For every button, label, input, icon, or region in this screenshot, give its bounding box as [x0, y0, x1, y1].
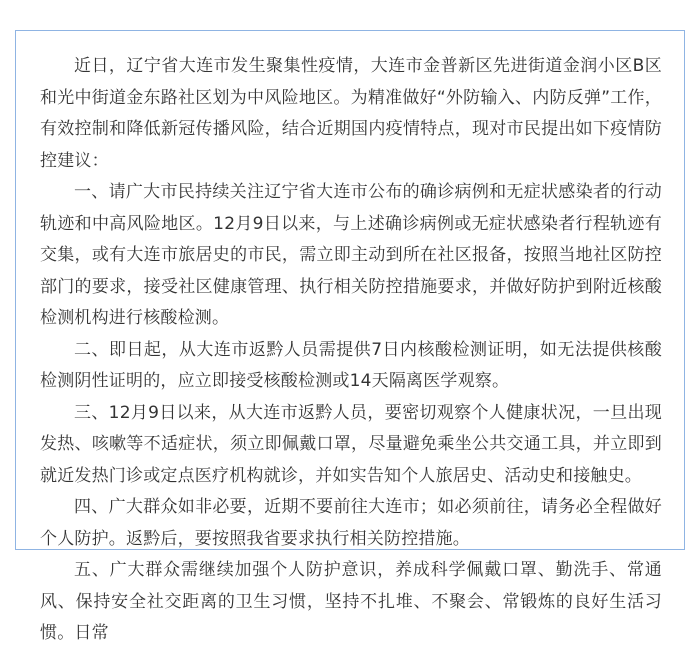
notice-frame	[15, 30, 685, 643]
notice-body	[40, 51, 662, 650]
paragraph-item-2: 二、即日起，从大连市返黔人员需提供7日内核酸检测证明，如无法提供核酸检测阴性证明的，应立即接受核酸检测或14天隔离医学观察。	[40, 339, 662, 391]
paragraph-item-4: 四、广大群众如非必要，近期不要前往大连市；如必须前往，请务必全程做好个人防护。返黔后，要按照我省要求执行相关防控措施。	[40, 497, 662, 549]
paragraph-intro: 近日，辽宁省大连市发生聚集性疫情，大连市金普新区先进街道金润小区B区和光中街道金东路社区划为中风险地区。为精准做好“外防输入、内防反弹”工作，有效控制和降低新冠传播风险，结合近期国内疫情特点，现对市民提出如下疫情防控建议：	[40, 56, 662, 171]
paragraph-item-3: 三、12月9日以来，从大连市返黔人员，要密切观察个人健康状况，一旦出现发热、咳嗽等不适症状，须立即佩戴口罩，尽量避免乘坐公共交通工具，并立即到就近发热门诊或定点医疗机构就诊，并如实告知个人旅居史、活动史和接触史。	[40, 402, 662, 486]
paragraph-item-1: 一、请广大市民持续关注辽宁省大连市公布的确诊病例和无症状感染者的行动轨迹和中高风险地区。12月9日以来，与上述确诊病例或无症状感染者行程轨迹有交集，或有大连市旅居史的市民，需立即主动到所在社区报备，按照当地社区防控部门的要求，接受社区健康管理、执行相关防控措施要求，并做好防护到附近核酸检测机构进行核酸检测。	[40, 182, 662, 328]
paragraph-item-5: 五、广大群众需继续加强个人防护意识，养成科学佩戴口罩、勤洗手、常通风、保持安全社交距离的卫生习惯，坚持不扎堆、不聚会、常锻炼的良好生活习惯。日常	[40, 560, 662, 643]
